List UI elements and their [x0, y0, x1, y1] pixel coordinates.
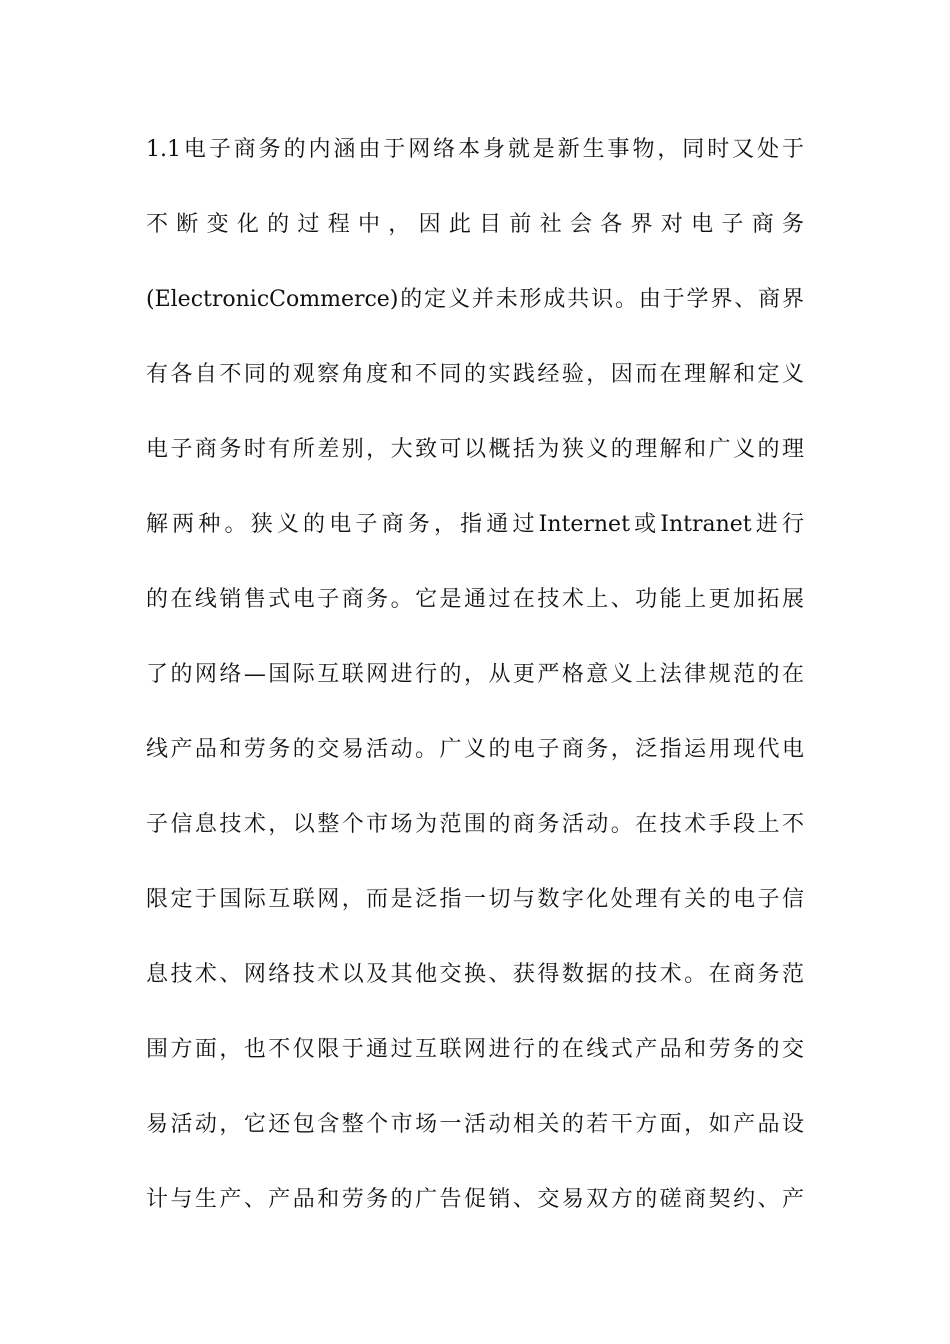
text-line: 了的网络—国际互联网进行的，从更严格意义上法律规范的在: [146, 662, 804, 687]
text-line: 子信息技术，以整个市场为范围的商务活动。在技术手段上不: [146, 812, 804, 837]
text-line: 线产品和劳务的交易活动。广义的电子商务，泛指运用现代电: [146, 737, 804, 762]
text-line: 有各自不同的观察角度和不同的实践经验，因而在理解和定义: [146, 362, 804, 387]
text-line: 不断变化的过程中，因此目前社会各界对电子商务: [146, 212, 804, 237]
text-line: 1.1电子商务的内涵由于网络本身就是新生事物，同时又处于: [146, 137, 804, 162]
text-line: 计与生产、产品和劳务的广告促销、交易双方的磋商契约、产: [146, 1187, 804, 1212]
text-line: 息技术、网络技术以及其他交换、获得数据的技术。在商务范: [146, 962, 804, 987]
text-line: (ElectronicCommerce)的定义并未形成共识。由于学界、商界: [146, 287, 804, 312]
text-line: 围方面，也不仅限于通过互联网进行的在线式产品和劳务的交: [146, 1037, 804, 1062]
text-line: 的在线销售式电子商务。它是通过在技术上、功能上更加拓展: [146, 587, 804, 612]
text-line: 电子商务时有所差别，大致可以概括为狭义的理解和广义的理: [146, 437, 804, 462]
text-line: 易活动，它还包含整个市场一活动相关的若干方面，如产品设: [146, 1112, 804, 1137]
text-line: 解两种。狭义的电子商务，指通过Internet或Intranet进行: [146, 512, 804, 537]
body-paragraph: [146, 131, 804, 1219]
text-line: 限定于国际互联网，而是泛指一切与数字化处理有关的电子信: [146, 887, 804, 912]
